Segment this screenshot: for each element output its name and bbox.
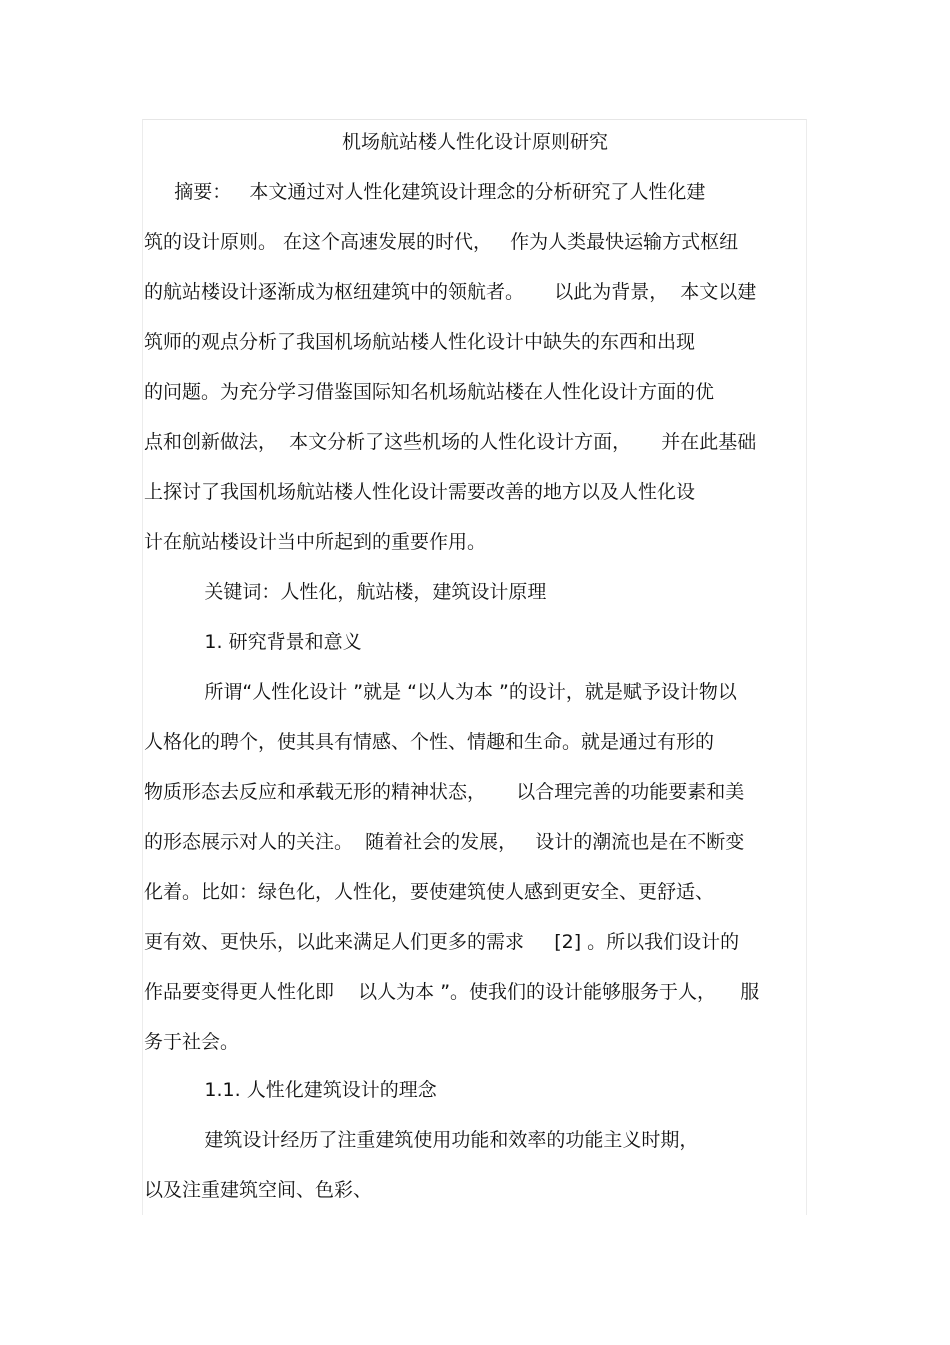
section-heading-1: 1. 研究背景和意义 (144, 631, 362, 653)
body-line-8: 务于社会。 (144, 1031, 240, 1053)
body-line-9: 建筑设计经历了注重建筑使用功能和效率的功能主义时期， (144, 1129, 699, 1151)
body-line-1: 所谓“人性化设计 ”就是 “以人为本 ”的设计，就是赋予设计物以 (144, 681, 737, 703)
abstract-line-5: 的问题。为充分学习借鉴国际知名机场航站楼在人性化设计方面的优 (144, 381, 715, 403)
abstract-line-6: 点和创新做法， 本文分析了这些机场的人性化设计方面， 并在此基础 (144, 431, 757, 453)
body-line-4: 的形态展示对人的关注。 随着社会的发展， 设计的潮流也是在不断变 (144, 831, 745, 853)
abstract-line-4: 筑师的观点分析了我国机场航站楼人性化设计中缺失的东西和出现 (144, 331, 696, 353)
body-line-5: 化着。比如：绿色化，人性化，要使建筑使人感到更安全、更舒适、 (144, 881, 715, 903)
body-line-7: 作品要变得更人性化即 以人为本 ”。使我们的设计能够服务于人， 服 (144, 981, 760, 1003)
keywords-line: 关键词：人性化，航站楼，建筑设计原理 (144, 581, 547, 603)
abstract-line-1: 摘要： 本文通过对人性化建筑设计理念的分析研究了人性化建 (144, 181, 706, 203)
body-line-2: 人格化的聘个，使其具有情感、个性、情趣和生命。就是通过有形的 (144, 731, 715, 753)
abstract-line-3: 的航站楼设计逐渐成为枢纽建筑中的领航者。 以此为背景， 本文以建 (144, 281, 757, 303)
body-line-3: 物质形态去反应和承载无形的精神状态， 以合理完善的功能要素和美 (144, 781, 745, 803)
abstract-line-8: 计在航站楼设计当中所起到的重要作用。 (144, 531, 487, 553)
document-title: 机场航站楼人性化设计原则研究 (341, 131, 608, 153)
abstract-line-7: 上探讨了我国机场航站楼人性化设计需要改善的地方以及人性化设 (144, 481, 696, 503)
section-heading-1-1: 1.1. 人性化建筑设计的理念 (144, 1079, 437, 1101)
body-line-10: 以及注重建筑空间、色彩、 (144, 1179, 373, 1201)
body-line-6: 更有效、更快乐，以此来满足人们更多的需求 [2] 。所以我们设计的 (144, 931, 740, 953)
abstract-line-2: 筑的设计原则。 在这个高速发展的时代， 作为人类最快运输方式枢纽 (144, 231, 739, 253)
